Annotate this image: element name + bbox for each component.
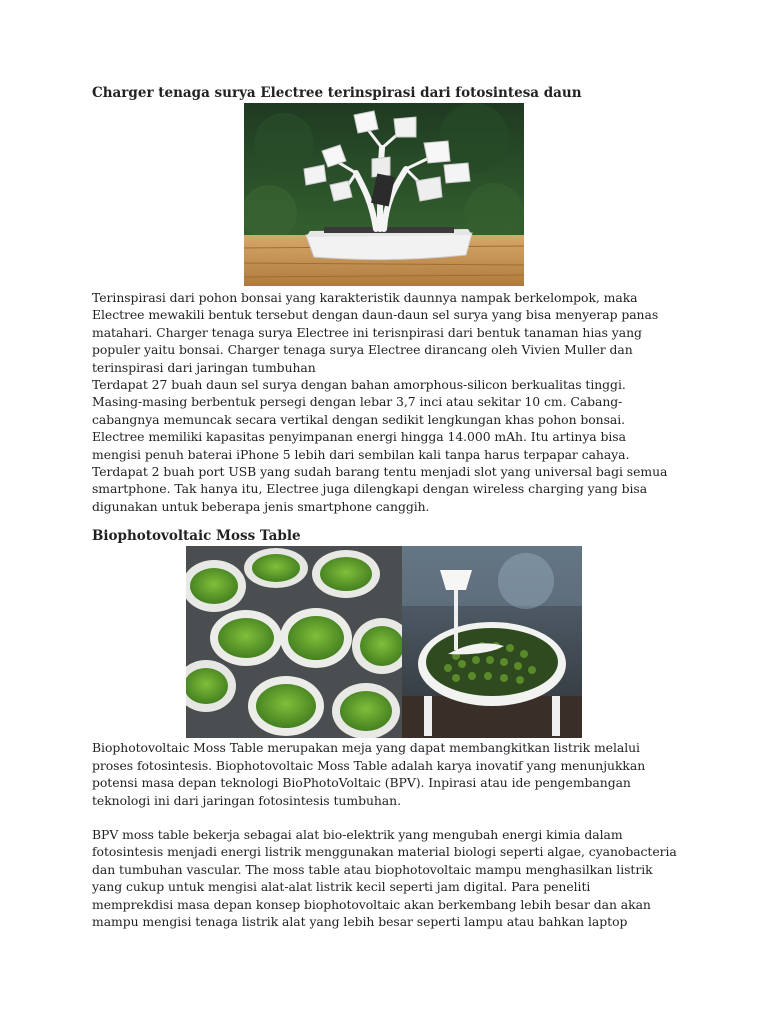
text-line: terinspirasi dari jaringan tumbuhan xyxy=(92,359,316,375)
text-line: cabangnya memuncak secara vertikal dengan sedikit lengkungan khas pohon bonsai. xyxy=(92,411,626,427)
text-line: memprekdisi masa depan konsep biophotovoltaic akan berkembang lebih besar dan akan xyxy=(92,896,651,912)
text-line: Masing-masing berbentuk persegi dengan lebar 3,7 inci atau sekitar 10 cm. Cabang- xyxy=(92,394,623,410)
text-line: yang cukup untuk mengisi alat-alat listrik kecil seperti jam digital. Para peneliti xyxy=(92,879,591,895)
text-line: Terdapat 2 buah port USB yang sudah barang tentu menjadi slot yang universal bagi semua xyxy=(92,464,668,480)
text-line: dan tumbuhan vascular. The moss table atau biophotovoltaic mampu menghasilkan listrik xyxy=(92,861,653,877)
text-line: BPV moss table bekerja sebagai alat bio-elektrik yang mengubah energi kimia dalam xyxy=(92,826,623,842)
text-line: mampu mengisi tenaga listrik alat yang lebih besar seperti lampu atau bahkan laptop xyxy=(92,913,628,929)
text-line: matahari. Charger tenaga surya Electree ini terisnpirasi dari bentuk tanaman hias yang xyxy=(92,324,642,340)
text-line: Electree memiliki kapasitas penyimpanan energi hingga 14.000 mAh. Itu artinya bisa xyxy=(92,429,626,445)
text-line: smartphone. Tak hanya itu, Electree juga dilengkapi dengan wireless charging yang bisa xyxy=(92,481,648,497)
text-line: Electree mewakili bentuk tersebut dengan daun-daun sel surya yang bisa menyerap panas xyxy=(92,307,659,323)
document-page xyxy=(92,84,682,930)
moss-table-icon xyxy=(186,546,582,738)
text-line: teknologi ini dari jaringan fotosintesis tumbuhan. xyxy=(92,792,401,808)
text-line: Terinspirasi dari pohon bonsai yang karakteristik daunnya nampak berkelompok, maka xyxy=(92,290,638,305)
text-line: fotosintesis menjadi energi listrik menggunakan material biologi seperti algae, cyanobacteria xyxy=(92,844,677,860)
text-line: mengisi penuh baterai iPhone 5 lebih dari sembilan kali tanpa harus terpapar cahaya. xyxy=(92,446,630,462)
electree-photo xyxy=(244,103,524,286)
text-line: digunakan untuk beberapa jenis smartphone canggih. xyxy=(92,498,430,514)
moss-table-photo xyxy=(186,546,582,738)
section-title-electree: Charger tenaga surya Electree terinspirasi dari fotosintesa daun xyxy=(92,85,582,101)
moss-table-paragraph-2 xyxy=(92,826,682,930)
text-line: Terdapat 27 buah daun sel surya dengan bahan amorphous-silicon berkualitas tinggi. xyxy=(92,377,626,393)
text-line: potensi masa depan teknologi BioPhotoVoltaic (BPV). Inpirasi atau ide pengembangan xyxy=(92,775,631,791)
text-line: populer yaitu bonsai. Charger tenaga surya Electree dirancang oleh Vivien Muller dan xyxy=(92,342,633,358)
section-title-moss-table: Biophotovoltaic Moss Table xyxy=(92,528,301,545)
paragraph-gap xyxy=(92,809,682,826)
electree-paragraph xyxy=(92,289,682,515)
text-line: proses fotosintesis. Biophotovoltaic Moss Table adalah karya inovatif yang menunjukkan xyxy=(92,757,646,773)
moss-table-paragraph-1 xyxy=(92,739,682,809)
text-line: Biophotovoltaic Moss Table merupakan meja yang dapat membangkitkan listrik melalui xyxy=(92,740,640,756)
bonsai-solar-tree-icon xyxy=(244,103,524,286)
